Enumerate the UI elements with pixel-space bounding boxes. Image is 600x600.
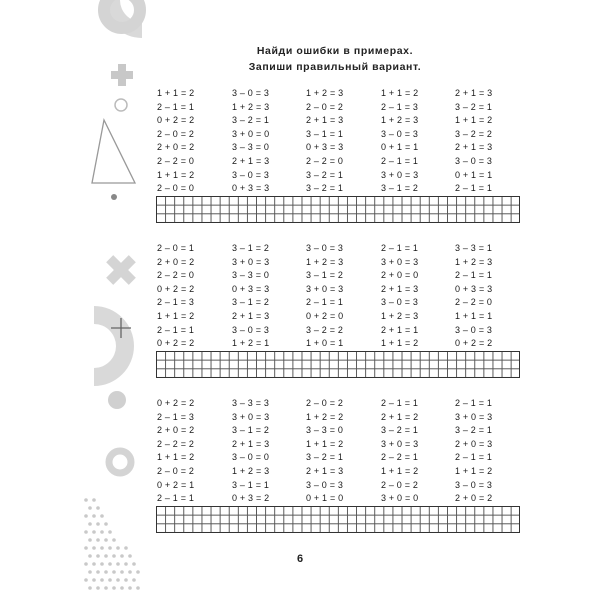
equation: 0 + 1 = 1 (455, 169, 493, 180)
equation: 2 – 2 = 0 (157, 270, 195, 281)
ring-shape-bottom (109, 451, 131, 473)
equation: 3 – 2 = 1 (306, 169, 344, 180)
equation: 2 + 1 = 3 (455, 142, 493, 153)
equation: 1 + 2 = 2 (306, 411, 344, 422)
task-title-line-2: Запиши правильный вариант. (248, 61, 422, 73)
equation: 2 – 0 = 2 (157, 466, 195, 476)
equation: 2 + 1 = 3 (306, 466, 344, 476)
small-dot (111, 194, 117, 200)
equation: 2 + 1 = 3 (232, 438, 270, 449)
equation: 1 + 1 = 2 (157, 88, 195, 98)
equation: 3 – 1 = 2 (232, 425, 270, 436)
equation: 3 + 0 = 3 (232, 411, 270, 422)
equation: 0 + 3 = 2 (232, 493, 270, 504)
triangle-outline-shape (92, 120, 135, 183)
equation: 2 – 1 = 3 (157, 297, 195, 308)
equation: 2 – 0 = 2 (381, 479, 419, 490)
equation: 2 – 2 = 0 (306, 156, 344, 166)
equation: 1 + 2 = 3 (381, 115, 419, 126)
equation: 3 – 2 = 2 (306, 324, 344, 335)
equation: 1 + 1 = 1 (455, 311, 493, 321)
equation: 2 – 1 = 1 (157, 324, 195, 335)
equation: 2 – 1 = 1 (455, 183, 493, 194)
equation: 3 – 1 = 1 (306, 128, 344, 139)
equation: 2 – 0 = 2 (157, 128, 195, 139)
equation: 2 + 1 = 3 (232, 311, 270, 321)
equation: 2 – 2 = 2 (157, 438, 195, 449)
equation: 0 + 1 = 1 (381, 142, 419, 153)
equation: 0 + 3 = 3 (455, 283, 493, 294)
equation: 3 + 0 = 3 (232, 256, 270, 267)
equation: 2 – 1 = 1 (381, 398, 419, 408)
equation: 0 + 2 = 0 (306, 311, 344, 321)
equation: 3 – 3 = 3 (232, 398, 270, 408)
equation: 0 + 2 = 2 (157, 115, 195, 126)
x-shape (98, 247, 143, 292)
equation: 3 – 0 = 3 (232, 324, 270, 335)
equation: 1 + 1 = 2 (381, 88, 419, 98)
equation: 1 + 1 = 2 (381, 466, 419, 476)
equation: 3 – 3 = 1 (455, 243, 493, 253)
half-ring-shape (94, 306, 134, 386)
equation: 0 + 2 = 2 (157, 398, 195, 408)
equation: 3 – 0 = 3 (381, 128, 419, 139)
equation: 1 + 2 = 3 (232, 466, 270, 476)
equation: 0 + 3 = 3 (306, 142, 344, 153)
task-title-line-1: Найди ошибки в примерах. (256, 45, 414, 57)
equation: 2 + 1 = 3 (455, 88, 493, 98)
equation: 2 + 1 = 3 (306, 115, 344, 126)
equation: 3 – 2 = 1 (232, 115, 270, 126)
equation: 1 + 1 = 2 (157, 311, 195, 321)
equation: 3 – 1 = 2 (232, 243, 270, 253)
equation: 0 + 3 = 3 (232, 283, 270, 294)
equation: 2 + 0 = 3 (455, 438, 493, 449)
equation: 3 – 1 = 2 (232, 297, 270, 308)
equation: 1 + 0 = 1 (306, 338, 344, 349)
equation: 0 + 2 = 2 (455, 338, 493, 349)
page-number: 6 (296, 553, 304, 565)
equation: 3 – 1 = 2 (306, 270, 344, 281)
equation: 3 – 2 = 1 (306, 183, 344, 194)
equation: 3 – 0 = 3 (232, 169, 270, 180)
equation: 3 – 2 = 1 (381, 425, 419, 436)
dot-pattern (84, 498, 140, 590)
equation: 3 + 0 = 3 (381, 438, 419, 449)
equation: 1 + 1 = 2 (381, 338, 419, 349)
answer-grid[interactable] (156, 196, 520, 223)
equation: 3 – 0 = 3 (455, 324, 493, 335)
answer-grid[interactable] (156, 351, 520, 378)
plus-shape-gray (111, 64, 133, 86)
equation: 2 + 1 = 1 (381, 324, 419, 335)
equation: 1 + 2 = 1 (232, 338, 270, 349)
equation: 2 – 0 = 1 (157, 243, 195, 253)
equation: 2 – 2 = 0 (455, 297, 493, 308)
equation: 1 + 1 = 2 (157, 452, 195, 463)
equation: 2 – 2 = 1 (381, 452, 419, 463)
equation: 2 + 0 = 2 (157, 142, 195, 153)
equation: 2 – 0 = 2 (306, 398, 344, 408)
equation: 1 + 2 = 3 (381, 311, 419, 321)
equation: 0 + 2 = 2 (157, 283, 195, 294)
equation: 2 + 0 = 2 (157, 425, 195, 436)
equation: 3 – 0 = 3 (381, 297, 419, 308)
equation: 3 – 1 = 2 (381, 183, 419, 194)
equation: 1 + 2 = 3 (306, 88, 344, 98)
equation: 3 – 0 = 3 (306, 479, 344, 490)
equation: 3 – 3 = 0 (232, 142, 270, 153)
filled-circle-shape (108, 391, 126, 409)
equation: 3 – 0 = 3 (455, 479, 493, 490)
equation: 3 + 0 = 3 (381, 256, 419, 267)
equation: 1 + 2 = 3 (232, 101, 270, 112)
equation: 1 + 1 = 2 (455, 466, 493, 476)
equation: 3 + 0 = 3 (381, 169, 419, 180)
equation: 3 – 2 = 1 (306, 452, 344, 463)
equation: 1 + 2 = 3 (455, 256, 493, 267)
equation: 3 – 0 = 0 (232, 452, 270, 463)
equation: 1 + 1 = 2 (157, 169, 195, 180)
equation: 2 + 1 = 3 (381, 283, 419, 294)
equation: 0 + 2 = 2 (157, 338, 195, 349)
small-circle-outline (115, 99, 127, 111)
equation: 2 – 1 = 1 (455, 452, 493, 463)
equation: 3 + 0 = 3 (306, 283, 344, 294)
equation: 3 – 0 = 3 (232, 88, 270, 98)
equation: 2 – 1 = 1 (381, 156, 419, 166)
answer-grid[interactable] (156, 506, 520, 533)
equation: 2 – 1 = 1 (381, 243, 419, 253)
equation: 3 + 0 = 3 (455, 411, 493, 422)
equation: 3 – 2 = 1 (455, 101, 493, 112)
equation: 2 – 0 = 0 (157, 183, 195, 194)
equation: 2 + 1 = 3 (232, 156, 270, 166)
equation: 2 – 1 = 3 (381, 101, 419, 112)
equation: 2 – 1 = 1 (157, 101, 195, 112)
equation: 1 + 2 = 3 (306, 256, 344, 267)
equation: 0 + 1 = 0 (306, 493, 344, 504)
equation: 3 – 1 = 1 (232, 479, 270, 490)
equation: 2 – 1 = 1 (306, 297, 344, 308)
equation: 2 + 1 = 2 (381, 411, 419, 422)
equation: 2 – 1 = 1 (455, 270, 493, 281)
equation: 3 + 0 = 0 (381, 493, 419, 504)
equation: 1 + 1 = 2 (455, 115, 493, 126)
equation: 2 – 1 = 1 (455, 398, 493, 408)
equation: 2 – 1 = 3 (157, 411, 195, 422)
equation: 3 – 2 = 1 (455, 425, 493, 436)
equation: 2 – 1 = 1 (157, 493, 195, 504)
equation: 3 – 3 = 0 (306, 425, 344, 436)
equation: 2 + 0 = 0 (381, 270, 419, 281)
equation: 2 – 2 = 0 (157, 156, 195, 166)
equation: 3 – 2 = 2 (455, 128, 493, 139)
equation: 0 + 3 = 3 (232, 183, 270, 194)
equation: 2 + 0 = 2 (157, 256, 195, 267)
equation: 1 + 1 = 2 (306, 438, 344, 449)
equation: 3 – 0 = 3 (306, 243, 344, 253)
equation: 0 + 2 = 1 (157, 479, 195, 490)
equation: 2 – 0 = 2 (306, 101, 344, 112)
equation: 3 + 0 = 0 (232, 128, 270, 139)
equation: 3 – 3 = 0 (232, 270, 270, 281)
equation: 2 + 0 = 2 (455, 493, 493, 504)
equation: 3 – 0 = 3 (455, 156, 493, 166)
